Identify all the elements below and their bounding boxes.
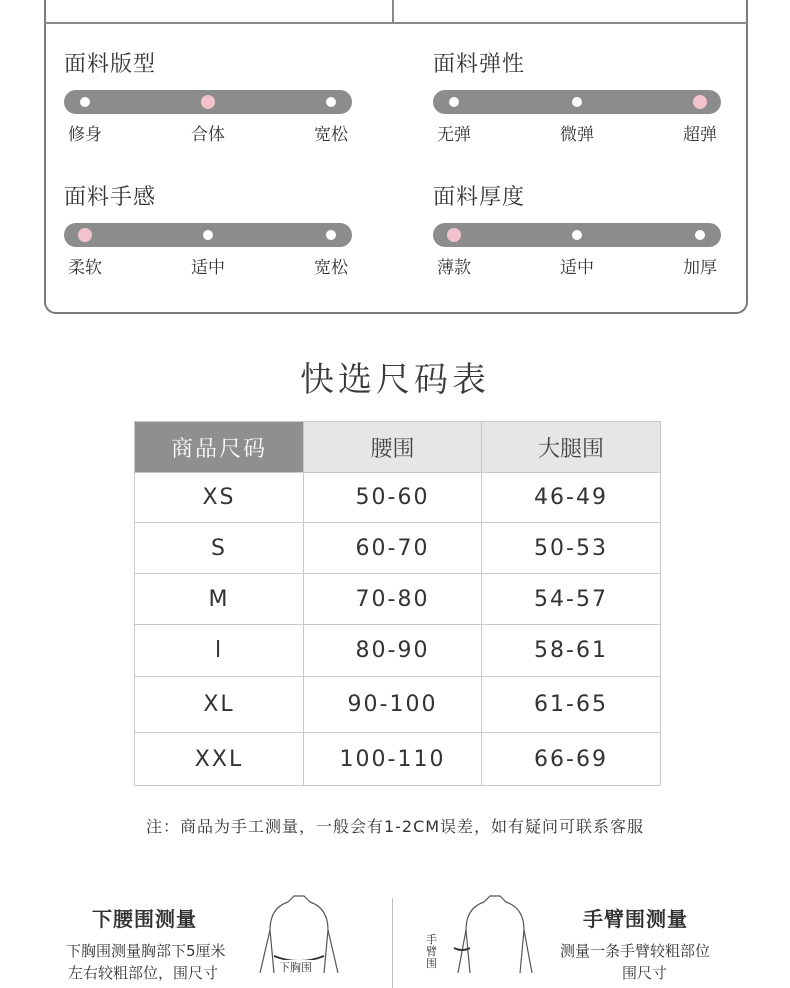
scale-dot-selected <box>693 95 707 109</box>
scale-dot <box>80 97 90 107</box>
scale-label: 宽松 <box>314 125 348 145</box>
cell-thigh: 46-49 <box>482 473 661 523</box>
property-elasticity <box>433 50 723 145</box>
scale-dot <box>449 97 459 107</box>
body-figure-arm-illustration <box>440 890 550 973</box>
scale-label: 适中 <box>560 258 594 278</box>
property-title: 面料厚度 <box>433 185 526 210</box>
measure-divider <box>392 898 393 988</box>
scale-dot-selected <box>201 95 215 109</box>
scale-label: 合体 <box>191 125 225 145</box>
cell-size: XL <box>135 677 304 733</box>
arm-measure-desc-2: 围尺寸 <box>622 964 668 982</box>
scale-dot <box>695 230 705 240</box>
size-table <box>134 421 661 786</box>
card-column-divider <box>392 0 394 22</box>
arm-measure-desc-1: 测量一条手臂较粗部位 <box>560 942 711 960</box>
property-title: 面料弹性 <box>433 52 526 77</box>
card-divider-line <box>44 22 748 24</box>
property-scale-track <box>433 223 721 247</box>
table-row <box>135 733 661 786</box>
figure-label-underbust: 下胸围 <box>279 961 312 974</box>
waist-measure-desc-1: 下胸围测量胸部下5厘米 <box>66 942 226 960</box>
waist-measure-title: 下腰围测量 <box>92 907 197 931</box>
property-title: 面料手感 <box>64 185 157 210</box>
scale-dot-selected <box>78 228 92 242</box>
table-row <box>135 473 661 523</box>
scale-dot <box>203 230 213 240</box>
header-size: 商品尺码 <box>135 422 304 473</box>
property-scale-track <box>64 223 352 247</box>
cell-size: M <box>135 574 304 625</box>
property-scale-track <box>433 90 721 114</box>
cell-thigh: 54-57 <box>482 574 661 625</box>
cell-thigh: 50-53 <box>482 523 661 574</box>
table-header-row <box>135 422 661 473</box>
cell-size: XXL <box>135 733 304 786</box>
table-row <box>135 625 661 677</box>
cell-size: S <box>135 523 304 574</box>
scale-label: 超弹 <box>683 125 717 145</box>
cell-waist: 100-110 <box>304 733 482 786</box>
property-fit <box>64 50 354 145</box>
table-row <box>135 574 661 625</box>
cell-thigh: 58-61 <box>482 625 661 677</box>
cell-waist: 80-90 <box>304 625 482 677</box>
arm-measure-title: 手臂围测量 <box>583 907 688 931</box>
scale-label: 宽松 <box>314 258 348 278</box>
scale-label: 适中 <box>191 258 225 278</box>
cell-waist: 50-60 <box>304 473 482 523</box>
property-scale-track <box>64 90 352 114</box>
cell-waist: 60-70 <box>304 523 482 574</box>
scale-dot <box>572 97 582 107</box>
scale-dot <box>326 230 336 240</box>
header-thigh: 大腿围 <box>482 422 661 473</box>
size-table-title: 快选尺码表 <box>300 360 490 400</box>
cell-thigh: 61-65 <box>482 677 661 733</box>
scale-label: 微弹 <box>560 125 594 145</box>
scale-dot-selected <box>447 228 461 242</box>
waist-measure-desc-2: 左右较粗部位，围尺寸 <box>68 964 219 982</box>
cell-size: XS <box>135 473 304 523</box>
figure-label-arm: 手臂围 <box>426 933 437 970</box>
property-title: 面料版型 <box>64 52 157 77</box>
property-handfeel <box>64 183 354 278</box>
table-row <box>135 677 661 733</box>
scale-dot <box>326 97 336 107</box>
scale-label: 薄款 <box>437 258 471 278</box>
scale-label: 修身 <box>68 125 102 145</box>
cell-size: l <box>135 625 304 677</box>
scale-dot <box>572 230 582 240</box>
scale-label: 加厚 <box>683 258 717 278</box>
cell-thigh: 66-69 <box>482 733 661 786</box>
scale-label: 无弹 <box>437 125 471 145</box>
scale-label: 柔软 <box>68 258 102 278</box>
measurement-note: 注：商品为手工测量，一般会有1-2CM误差，如有疑问可联系客服 <box>145 817 645 836</box>
cell-waist: 90-100 <box>304 677 482 733</box>
cell-waist: 70-80 <box>304 574 482 625</box>
header-waist: 腰围 <box>304 422 482 473</box>
table-row <box>135 523 661 574</box>
property-thickness <box>433 183 723 278</box>
